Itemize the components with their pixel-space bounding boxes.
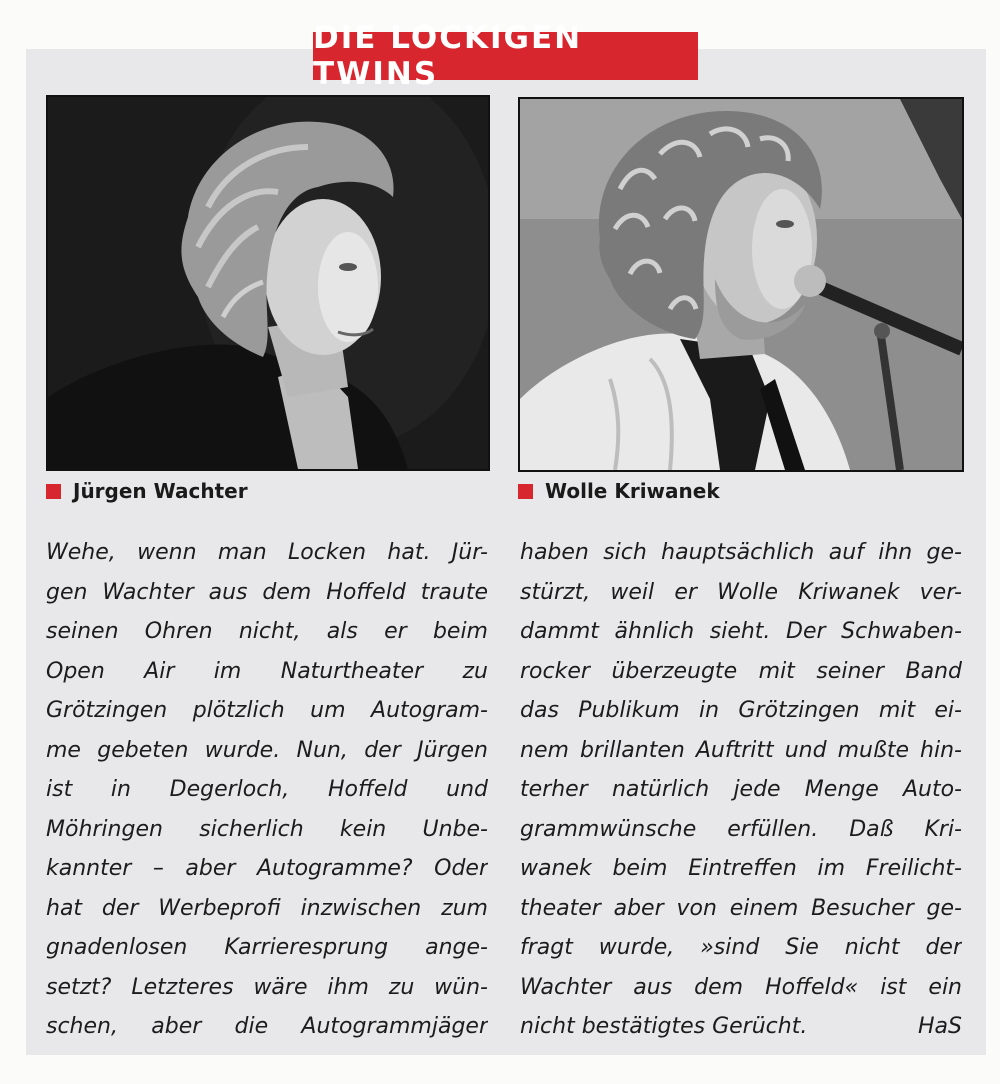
article-line: hat der Werbeprofi inzwischen zum [46, 895, 488, 921]
article-line: schen, aber die Autogrammjäger [46, 1014, 488, 1039]
article-line: Wachter aus dem Hoffeld« ist ein [520, 974, 962, 1000]
author-signature: HaS [918, 1014, 962, 1039]
article-line: me gebeten wurde. Nun, der Jürgen [46, 737, 488, 763]
caption-right [518, 479, 720, 503]
article-title: DIE LOCKIGEN TWINS [313, 20, 583, 92]
article-line: gen Wachter aus dem Hoffeld traute [46, 579, 488, 605]
article-line: ist in Degerloch, Hoffeld und [46, 777, 488, 802]
article-line: stürzt, weil er Wolle Kriwanek ver- [520, 579, 962, 605]
article-line: seinen Ohren nicht, als er beim [46, 619, 488, 644]
article-line: grammwünsche erfüllen. Daß Kri- [520, 816, 962, 842]
article-line: terher natürlich jede Menge Auto- [520, 777, 962, 802]
article-line: das Publikum in Grötzingen mit ei- [520, 698, 962, 723]
article-line: fragt wurde, »sind Sie nicht der [520, 935, 962, 960]
article-line: kannter – aber Autogramme? Oder [46, 856, 488, 881]
article-line: nem brillanten Auftritt und mußte hin- [520, 737, 962, 763]
caption-left-text: Jürgen Wachter [73, 479, 248, 503]
article-line: Wehe, wenn man Locken hat. Jür- [46, 540, 488, 565]
portrait-left-illustration [48, 97, 488, 469]
article-column-right [520, 533, 962, 1047]
article-line: wanek beim Eintreffen im Freilicht- [520, 856, 962, 881]
caption-bullet-icon [46, 484, 61, 499]
article-line: dammt ähnlich sieht. Der Schwaben- [520, 619, 962, 644]
article-line: Open Air im Naturtheater zu [46, 658, 488, 684]
article-line: setzt? Letzteres wäre ihm zu wün- [46, 974, 488, 1000]
photo-wolle-kriwanek [518, 97, 964, 472]
article-line: rocker überzeugte mit seiner Band [520, 658, 962, 684]
article-line: haben sich hauptsächlich auf ihn ge- [520, 540, 962, 565]
caption-bullet-icon [518, 484, 533, 499]
article-line: Möhringen sicherlich kein Unbe- [46, 816, 488, 842]
article-line: theater aber von einem Besucher ge- [520, 895, 962, 921]
portrait-right-illustration [520, 99, 962, 470]
title-banner [313, 20, 698, 92]
caption-left [46, 479, 248, 503]
article-line: nicht bestätigtes Gerücht. HaS [520, 1007, 962, 1047]
photo-juergen-wachter [46, 95, 490, 471]
article-line: Grötzingen plötzlich um Autogram- [46, 698, 488, 723]
article-line: gnadenlosen Karrieresprung ange- [46, 935, 488, 960]
article-column-left [46, 533, 488, 1047]
caption-right-text: Wolle Kriwanek [545, 479, 720, 503]
